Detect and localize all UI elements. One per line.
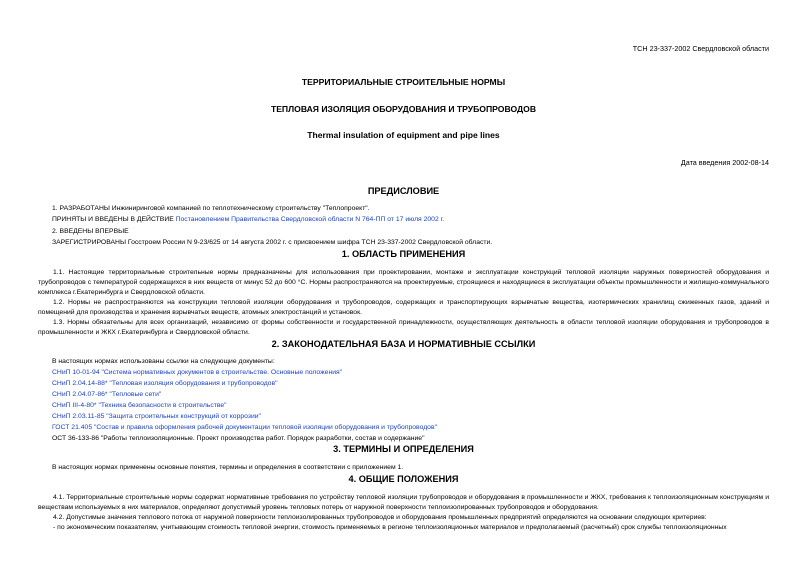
doc-title-main: ТЕПЛОВАЯ ИЗОЛЯЦИЯ ОБОРУДОВАНИЯ И ТРУБОПРОВОДОВ bbox=[270, 104, 537, 114]
paragraph-4-1: 4.1. Территориальные строительные нормы содержат нормативные требования по устройству тепловой изоляции трубопроводов и оборудования в промышленности и ЖКХ, требования к теплоизоляционным конструкциям и веществам используемых в них материалов, определяют допустимый уровень тепловых потерь от наружной поверхности теплоизолированных трубопроводов и оборудования. bbox=[38, 494, 769, 511]
reference-text: ОСТ 36-133-86 "Работы теплоизоляционные. Проект производства работ. Порядок разработки, состав и содержание" bbox=[52, 435, 425, 442]
doc-title-norms: ТЕРРИТОРИАЛЬНЫЕ СТРОИТЕЛЬНЫЕ НОРМЫ bbox=[301, 77, 506, 87]
section-1-heading: 1. ОБЛАСТЬ ПРИМЕНЕНИЯ bbox=[341, 249, 466, 259]
paragraph-1-2: 1.2. Нормы не распространяются на конструкции тепловой изоляции оборудования и трубопроводов, содержащих и транспортирующих взрывчатые вещества, изотермических хранилищ сжиженных газов, зданий и помещений для производства и хранения взрывчатых веществ, атомных электростанций и установок. bbox=[38, 299, 769, 316]
reference-link[interactable]: СНиП 10-01-94 "Система нормативных документов в строительстве. Основные положения" bbox=[52, 369, 343, 376]
doc-title-english: Thermal insulation of equipment and pipe lines bbox=[307, 130, 500, 140]
section-2-heading: 2. ЗАКОНОДАТЕЛЬНАЯ БАЗА И НОРМАТИВНЫЕ ССЫЛКИ bbox=[271, 339, 536, 349]
reference-link[interactable]: СНиП 2.03.11-85 "Защита строительных конструкций от коррозии" bbox=[52, 413, 261, 420]
reference-link[interactable]: ГОСТ 21.405 "Состав и правила оформления рабочей документации тепловой изоляции оборудования и трубопроводов" bbox=[52, 424, 437, 431]
paragraph-1-1: 1.1. Настоящие территориальные строительные нормы предназначены для использования при проектировании, монтаже и эксплуатации конструкций тепловой изоляции наружных поверхностей оборудования и трубопроводов с температурой содержащихся в них веществ от минус 52 до 600 °С. Нормы распространяются на проектируемые, строящиеся и находящиеся в эксплуатации объекты промышленности и жилищно-коммунального комплекса г.Екатеринбурга и Свердловской области. bbox=[38, 269, 769, 296]
foreword-line-introduced: 2. ВВЕДЕНЫ ВПЕРВЫЕ bbox=[52, 228, 129, 235]
foreword-adopted-prefix: ПРИНЯТЫ И ВВЕДЕНЫ В ДЕЙСТВИЕ bbox=[52, 216, 176, 223]
foreword-heading: ПРЕДИСЛОВИЕ bbox=[367, 186, 440, 196]
reference-link[interactable]: СНиП 2.04.07-86* "Тепловые сети" bbox=[52, 391, 162, 398]
references-intro: В настоящих нормах использованы ссылки на следующие документы: bbox=[52, 358, 275, 365]
foreword-line-adopted bbox=[52, 216, 444, 223]
section-4-heading: 4. ОБЩИЕ ПОЛОЖЕНИЯ bbox=[348, 474, 459, 484]
reference-link[interactable]: СНиП III-4-80* "Техника безопасности в строительстве" bbox=[52, 402, 227, 409]
section-3-heading: 3. ТЕРМИНЫ И ОПРЕДЕЛЕНИЯ bbox=[333, 444, 474, 454]
paragraph-4-2: 4.2. Допустимые значения теплового потока от наружной поверхности теплоизолированных трубопроводов и оборудования промышленных предприятий определяются на основании следующих критериев: bbox=[53, 514, 707, 521]
paragraph-4-3: - по экономическим показателям, учитывающим стоимость тепловой энергии, стоимость применяемых в регионе теплоизоляционных материалов и предполагаемый (расчетный) срок службы теплоизоляционных bbox=[53, 524, 727, 531]
document-code: ТСН 23-337-2002 Свердловской области bbox=[632, 44, 769, 53]
resolution-link[interactable]: Постановлением Правительства Свердловской области N 764-ПП от 17 июля 2002 г. bbox=[175, 216, 445, 223]
reference-link[interactable]: СНиП 2.04.14-88* "Тепловая изоляция оборудования и трубопроводов" bbox=[52, 380, 278, 387]
foreword-line-registered: ЗАРЕГИСТРИРОВАНЫ Госстроем России N 9-23/625 от 14 августа 2002 г. с присвоением шифра ТСН 23-337-2002 Свердловской области. bbox=[52, 239, 493, 246]
terms-text: В настоящих нормах применены основные понятия, термины и определения в соответствии с приложением 1. bbox=[52, 464, 404, 471]
intro-date: Дата введения 2002-08-14 bbox=[680, 158, 769, 167]
foreword-line-developed: 1. РАЗРАБОТАНЫ Инжиниринговой компанией по теплотехническому строительству "Теплопроект". bbox=[52, 205, 370, 212]
paragraph-1-3: 1.3. Нормы обязательны для всех организаций, независимо от формы собственности и государственной принадлежности, осуществляющих деятельность в области тепловой изоляции оборудования и трубопроводов в промышленности и ЖКХ г.Екатеринбурга и Свердловской области. bbox=[38, 319, 769, 336]
